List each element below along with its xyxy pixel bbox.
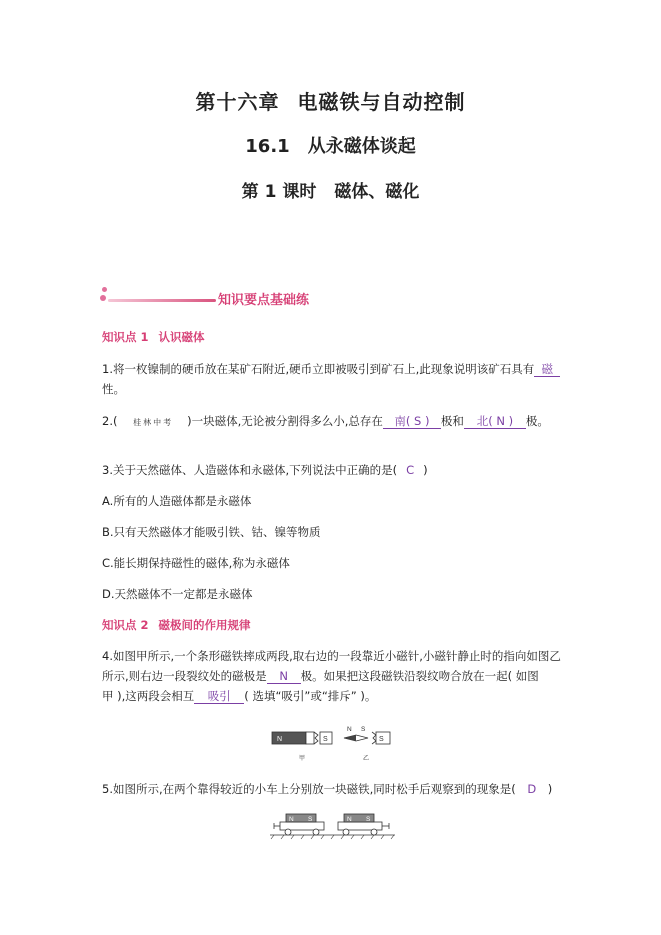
banner-streak: [108, 299, 216, 302]
question-text: ): [547, 782, 553, 796]
ground-hatch: [271, 835, 394, 839]
answer-choice: C: [406, 463, 415, 477]
lesson-title: [0, 177, 661, 202]
pole-label-s: S: [323, 736, 328, 743]
answer-blank: 吸引: [194, 690, 244, 704]
kp-label: 知识点 1: [102, 330, 149, 344]
needle-n-label: N: [347, 726, 352, 733]
pole-label-n: N: [277, 736, 283, 743]
option-a: A.所有的人造磁体都是永磁体: [102, 494, 252, 508]
question-text: 甲 ),这两段会相互: [102, 689, 195, 703]
wheel-icon: [371, 829, 377, 835]
question-2: [102, 413, 549, 429]
question-3: [102, 462, 428, 478]
knowledge-point-1: [102, 329, 205, 345]
question-4-line-2: [102, 668, 539, 684]
option-b: B.只有天然磁体才能吸引铁、钴、镍等物质: [102, 525, 321, 539]
section-number: 16.1: [245, 136, 290, 157]
question-text: 极和: [440, 414, 464, 428]
car-2: [338, 814, 382, 835]
section-name: 从永磁体谈起: [307, 136, 416, 157]
car1-s-label: S: [308, 816, 313, 823]
question-1-tail: [102, 381, 125, 397]
needle-dark-half: [344, 735, 356, 741]
piece-pole-s: S: [379, 736, 384, 743]
lesson-name: 磁体、磁化: [334, 182, 420, 202]
car-1: [280, 814, 324, 835]
crack-line: [314, 732, 318, 744]
section-title: [0, 132, 661, 158]
car2-s-label: S: [366, 816, 371, 823]
question-text: 所示,则右边一段裂纹处的磁极是: [102, 669, 267, 683]
caption-yi: 乙: [363, 755, 370, 762]
question-4-line-3: [102, 688, 376, 704]
question-text: 性。: [102, 382, 125, 396]
source-tag: 桂林中考: [133, 418, 174, 427]
wheel-icon: [343, 829, 349, 835]
banner-dot-icon: [100, 295, 106, 301]
wheel-icon: [313, 829, 319, 835]
lesson-number: 第 1 课时: [241, 182, 317, 202]
question-text: 5.如图所示,在两个靠得较近的小车上分别放一块磁铁,同时松手后观察到的现象是(: [102, 782, 516, 796]
kp-title: 磁极间的作用规律: [158, 618, 251, 632]
question-text: ): [423, 463, 428, 477]
compass-setup: [344, 726, 390, 762]
answer-choice: D: [527, 782, 537, 796]
question-5: [102, 781, 552, 797]
car2-n-label: N: [347, 816, 352, 823]
question-text: 极。: [525, 414, 549, 428]
car-body: [280, 822, 324, 830]
answer-blank: 磁: [534, 363, 560, 377]
car-body: [338, 822, 382, 830]
answer-blank: N: [267, 670, 301, 684]
caption-jia: 甲: [299, 755, 306, 762]
question-text: 极。如果把这段磁铁沿裂纹吻合放在一起( 如图: [300, 669, 539, 683]
question-4-line-1: 4.如图甲所示,一个条形磁铁摔成两段,取右边的一段靠近小磁针,小磁针静止时的指向如图乙: [102, 649, 561, 663]
kp-title: 认识磁体: [158, 330, 205, 344]
knowledge-point-2: [102, 617, 251, 633]
question-text: 3.关于天然磁体、人造磁体和永磁体,下列说法中正确的是(: [102, 463, 398, 477]
chapter-name: 电磁铁与自动控制: [297, 90, 466, 114]
answer-blank: 北( N ): [464, 415, 526, 429]
kp-label: 知识点 2: [102, 618, 149, 632]
magnet-figure: [268, 722, 398, 768]
chapter-title: [0, 86, 661, 115]
option-d: D.天然磁体不一定都是永磁体: [102, 587, 253, 601]
crack-line: [372, 732, 376, 744]
question-text: 1.将一枚镍制的硬币放在某矿石附近,硬币立即被吸引到矿石上,此现象说明该矿石具有: [102, 362, 535, 376]
question-1: [102, 361, 560, 377]
question-text: ( 选填“吸引”或“排斥” )。: [244, 689, 377, 703]
banner-label: 知识要点基础练: [218, 293, 310, 308]
car1-n-label: N: [289, 816, 294, 823]
broken-magnet: [272, 732, 332, 762]
question-text: )一块磁体,无论被分割得多么小,总存在: [187, 414, 383, 428]
cars-figure: [270, 808, 395, 842]
option-c: C.能长期保持磁性的磁体,称为永磁体: [102, 556, 290, 570]
banner-dot-icon: [102, 287, 107, 292]
wheel-icon: [285, 829, 291, 835]
magnet-left-light: [306, 732, 314, 744]
answer-blank: 南( S ): [383, 415, 441, 429]
needle-s-label: S: [361, 726, 366, 733]
chapter-number: 第十六章: [195, 90, 280, 114]
section-banner: [100, 282, 380, 312]
question-text: 2.(: [102, 414, 118, 428]
